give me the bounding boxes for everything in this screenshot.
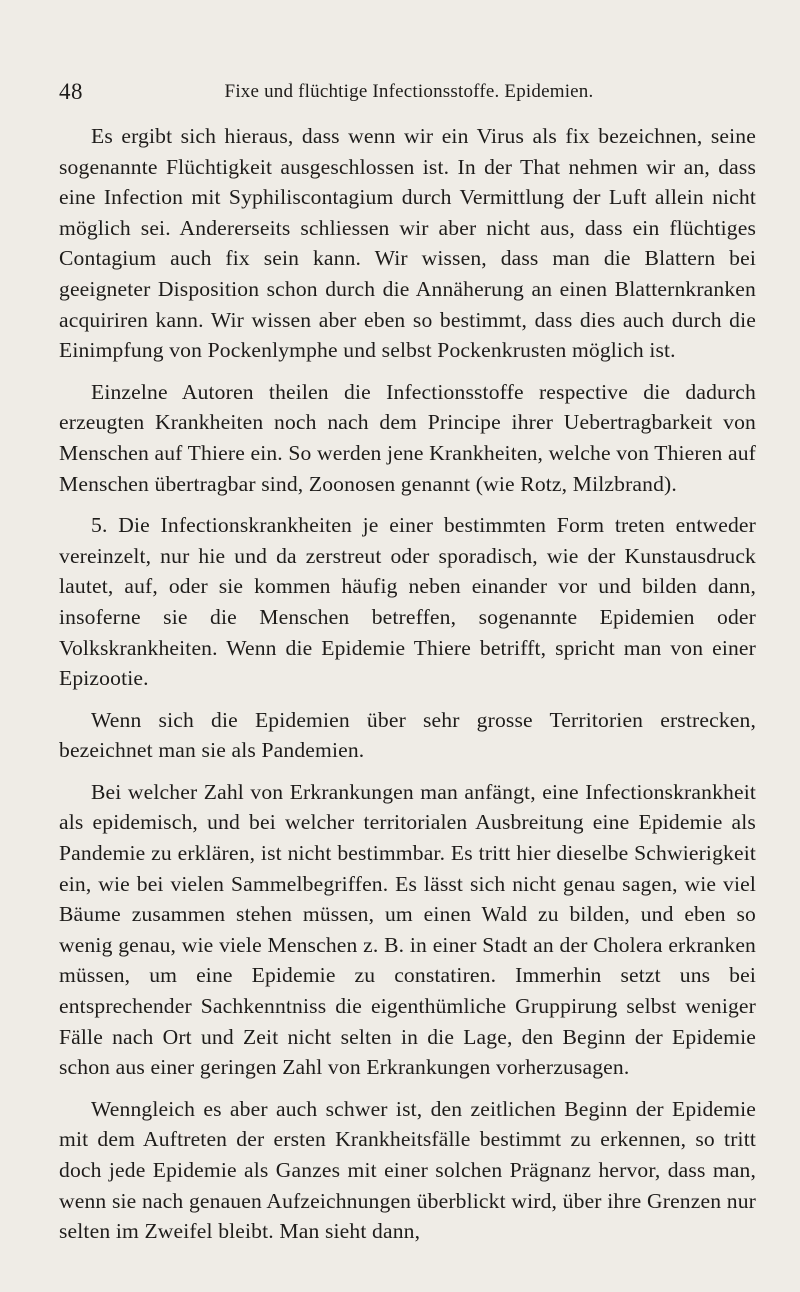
paragraph-zoonosen: Einzelne Autoren theilen die Infectionsstoffe respective die dadurch erzeugten Krankheiten noch nach dem Principe ihrer Uebertragbarkeit von Menschen auf Thiere ein. So werden jene Krankheiten, welche von Thieren auf Menschen übertragbar sind, Zoonosen genannt (wie Rotz, Milzbrand). bbox=[59, 379, 756, 496]
body-text bbox=[59, 121, 756, 1247]
paragraph-pandemien: Wenn sich die Epidemien über sehr grosse Territorien erstrecken, bezeichnet man sie als Pandemien. bbox=[59, 707, 756, 763]
paragraph-epidemien: 5. Die Infectionskrankheiten je einer bestimmten Form treten entweder vereinzelt, nur hie und da zerstreut oder sporadisch, wie der Kunstausdruck lautet, auf, oder sie kommen häufig neben einander vor und bilden dann, insoferne sie die Menschen betreffen, sogenannte Epidemien oder Volkskrankheiten. Wenn die Epidemie Thiere betrifft, spricht man von einer Epizootie. bbox=[59, 513, 756, 691]
page-number: 48 bbox=[59, 79, 83, 104]
paragraph-virus-fix: Es ergibt sich hieraus, dass wenn wir ein Virus als fix bezeichnen, seine sogenannte Flüchtigkeit ausgeschlossen ist. In der That nehmen wir an, dass eine Infection mit Syphiliscontagium durch Vermittlung der Luft allein nicht möglich sei. Andererseits schliessen wir aber nicht aus, dass ein flüchtiges Contagium auch fix sein kann. Wir wissen, dass man die Blattern bei geeigneter Disposition schon durch die Annäherung an einen Blatternkranken acquiriren kann. Wir wissen aber eben so bestimmt, dass dies auch durch die Einimpfung von Pockenlymphe und selbst Pockenkrusten möglich ist. bbox=[59, 124, 756, 363]
paragraph-erkrankungen: Bei welcher Zahl von Erkrankungen man anfängt, eine Infectionskrankheit als epidemisch, und bei welcher territorialen Ausbreitung eine Epidemie als Pandemie zu erklären, ist nicht bestimmbar. Es tritt hier dieselbe Schwierigkeit ein, wie bei vielen Sammelbegriffen. Es lässt sich nicht genau sagen, wie viel Bäume zusammen stehen müssen, um einen Wald zu bilden, und eben so wenig genau, wie viele Menschen z. B. in einer Stadt an der Cholera erkranken müssen, um eine Epidemie zu constatiren. Immerhin setzt uns bei entsprechender Sachkenntniss die eigenthümliche Gruppirung selbst weniger Fälle nach Ort und Zeit nicht selten in die Lage, den Beginn der Epidemie schon aus einer geringen Zahl von Erkrankungen vorherzusagen. bbox=[59, 779, 756, 1080]
running-title: Fixe und flüchtige Infectionsstoffe. Epidemien. bbox=[224, 81, 594, 102]
page-header bbox=[59, 79, 759, 109]
paragraph-beginn: Wenngleich es aber auch schwer ist, den zeitlichen Beginn der Epidemie mit dem Auftreten der ersten Krankheitsfälle bestimmt zu erkennen, so tritt doch jede Epidemie als Ganzes mit einer solchen Prägnanz hervor, dass man, wenn sie nach genauen Aufzeichnungen überblickt wird, über ihre Grenzen nur selten im Zweifel bleibt. Man sieht dann, bbox=[59, 1096, 756, 1244]
